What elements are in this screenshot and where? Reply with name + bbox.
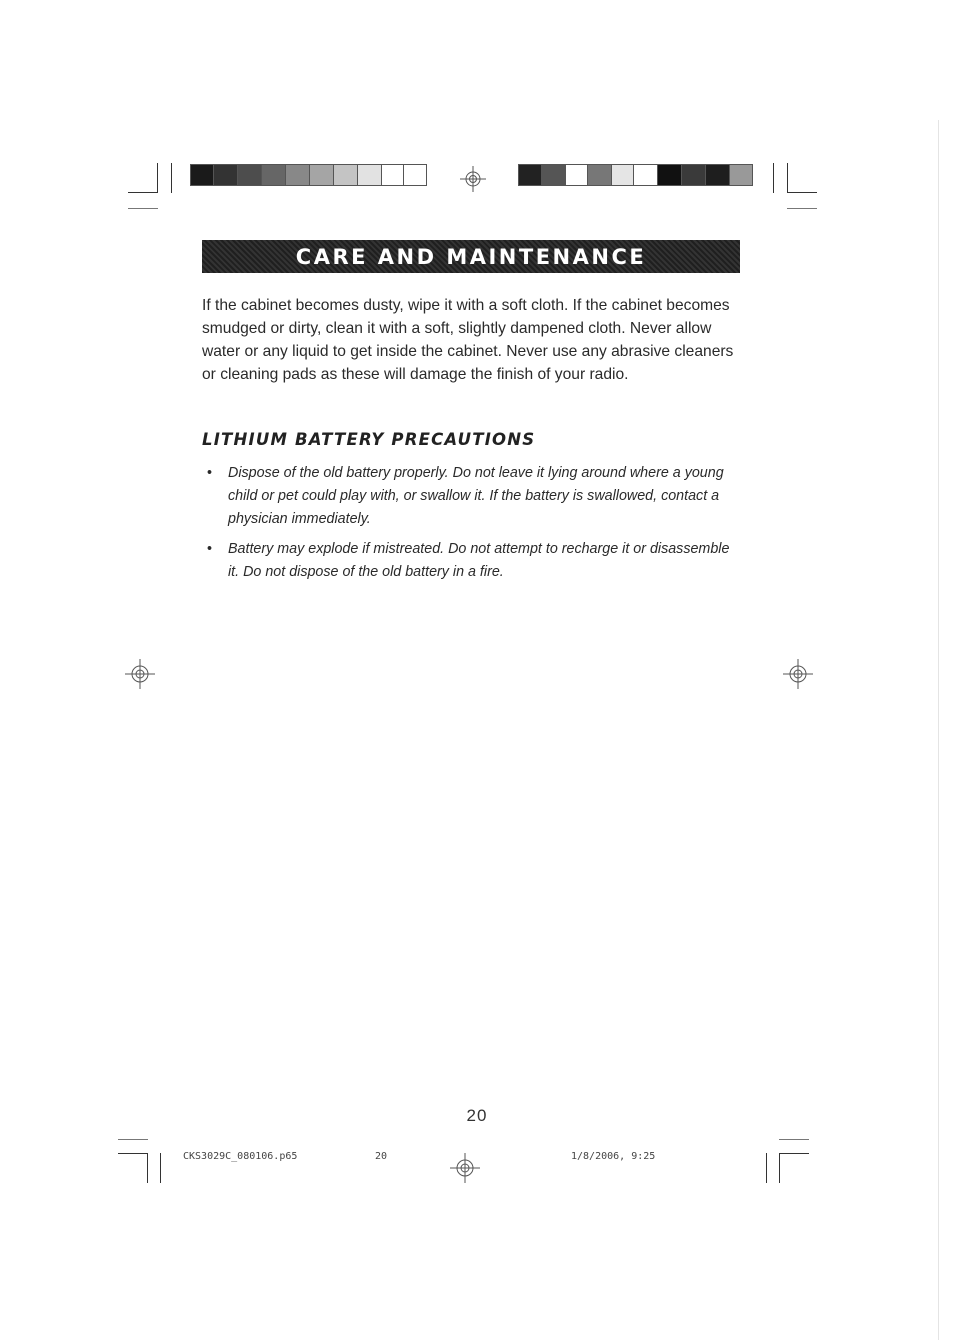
list-item-text: Dispose of the old battery properly. Do not leave it lying around where a young child or pet could play with, or swallow it. If the battery is swallowed, contact a physician immediately. (228, 465, 724, 527)
slug-page: 20 (375, 1151, 388, 1162)
crop-mark (787, 192, 817, 193)
crop-mark (773, 163, 774, 193)
registration-mark-icon (450, 1153, 480, 1183)
page-heading: CARE AND MAINTENANCE (295, 244, 647, 269)
crop-mark (128, 192, 158, 193)
crop-mark (128, 208, 158, 209)
crop-mark (157, 163, 158, 193)
crop-mark (779, 1153, 809, 1154)
crop-mark (779, 1139, 809, 1140)
bullet-icon: • (207, 541, 213, 557)
bullet-icon: • (207, 465, 213, 481)
crop-mark (171, 163, 172, 193)
slug-filename: CKS3029C_080106.p65 (183, 1151, 298, 1162)
section-title: LITHIUM BATTERY PRECAUTIONS (202, 430, 536, 449)
color-bar-left (190, 164, 427, 186)
crop-mark (787, 208, 817, 209)
intro-paragraph: If the cabinet becomes dusty, wipe it with a soft cloth. If the cabinet becomes smudged or dirty, clean it with a soft, slightly dampened cloth. Never allow water or any liquid to get inside the cabinet. Never use any abrasive cleaners or cleaning pads as these will damage the finish of your radio. (202, 297, 734, 383)
section-banner (202, 240, 740, 273)
list-item (202, 538, 742, 584)
color-bar-right (518, 164, 753, 186)
list-item-text: Battery may explode if mistreated. Do not attempt to recharge it or disassemble it. Do not dispose of the old battery in a fire. (228, 541, 730, 580)
crop-mark (766, 1153, 767, 1183)
crop-mark (779, 1153, 780, 1183)
registration-mark-icon (460, 166, 486, 192)
page-number: 20 (466, 1106, 488, 1125)
registration-mark-icon (783, 659, 813, 689)
crop-mark (118, 1153, 148, 1154)
crop-mark (118, 1139, 148, 1140)
crop-mark (147, 1153, 148, 1183)
scan-edge (938, 120, 939, 1340)
registration-mark-icon (125, 659, 155, 689)
crop-mark (160, 1153, 161, 1183)
bullet-list (202, 462, 742, 591)
list-item (202, 462, 742, 531)
crop-mark (787, 163, 788, 193)
slug-datetime: 1/8/2006, 9:25 (571, 1151, 656, 1162)
